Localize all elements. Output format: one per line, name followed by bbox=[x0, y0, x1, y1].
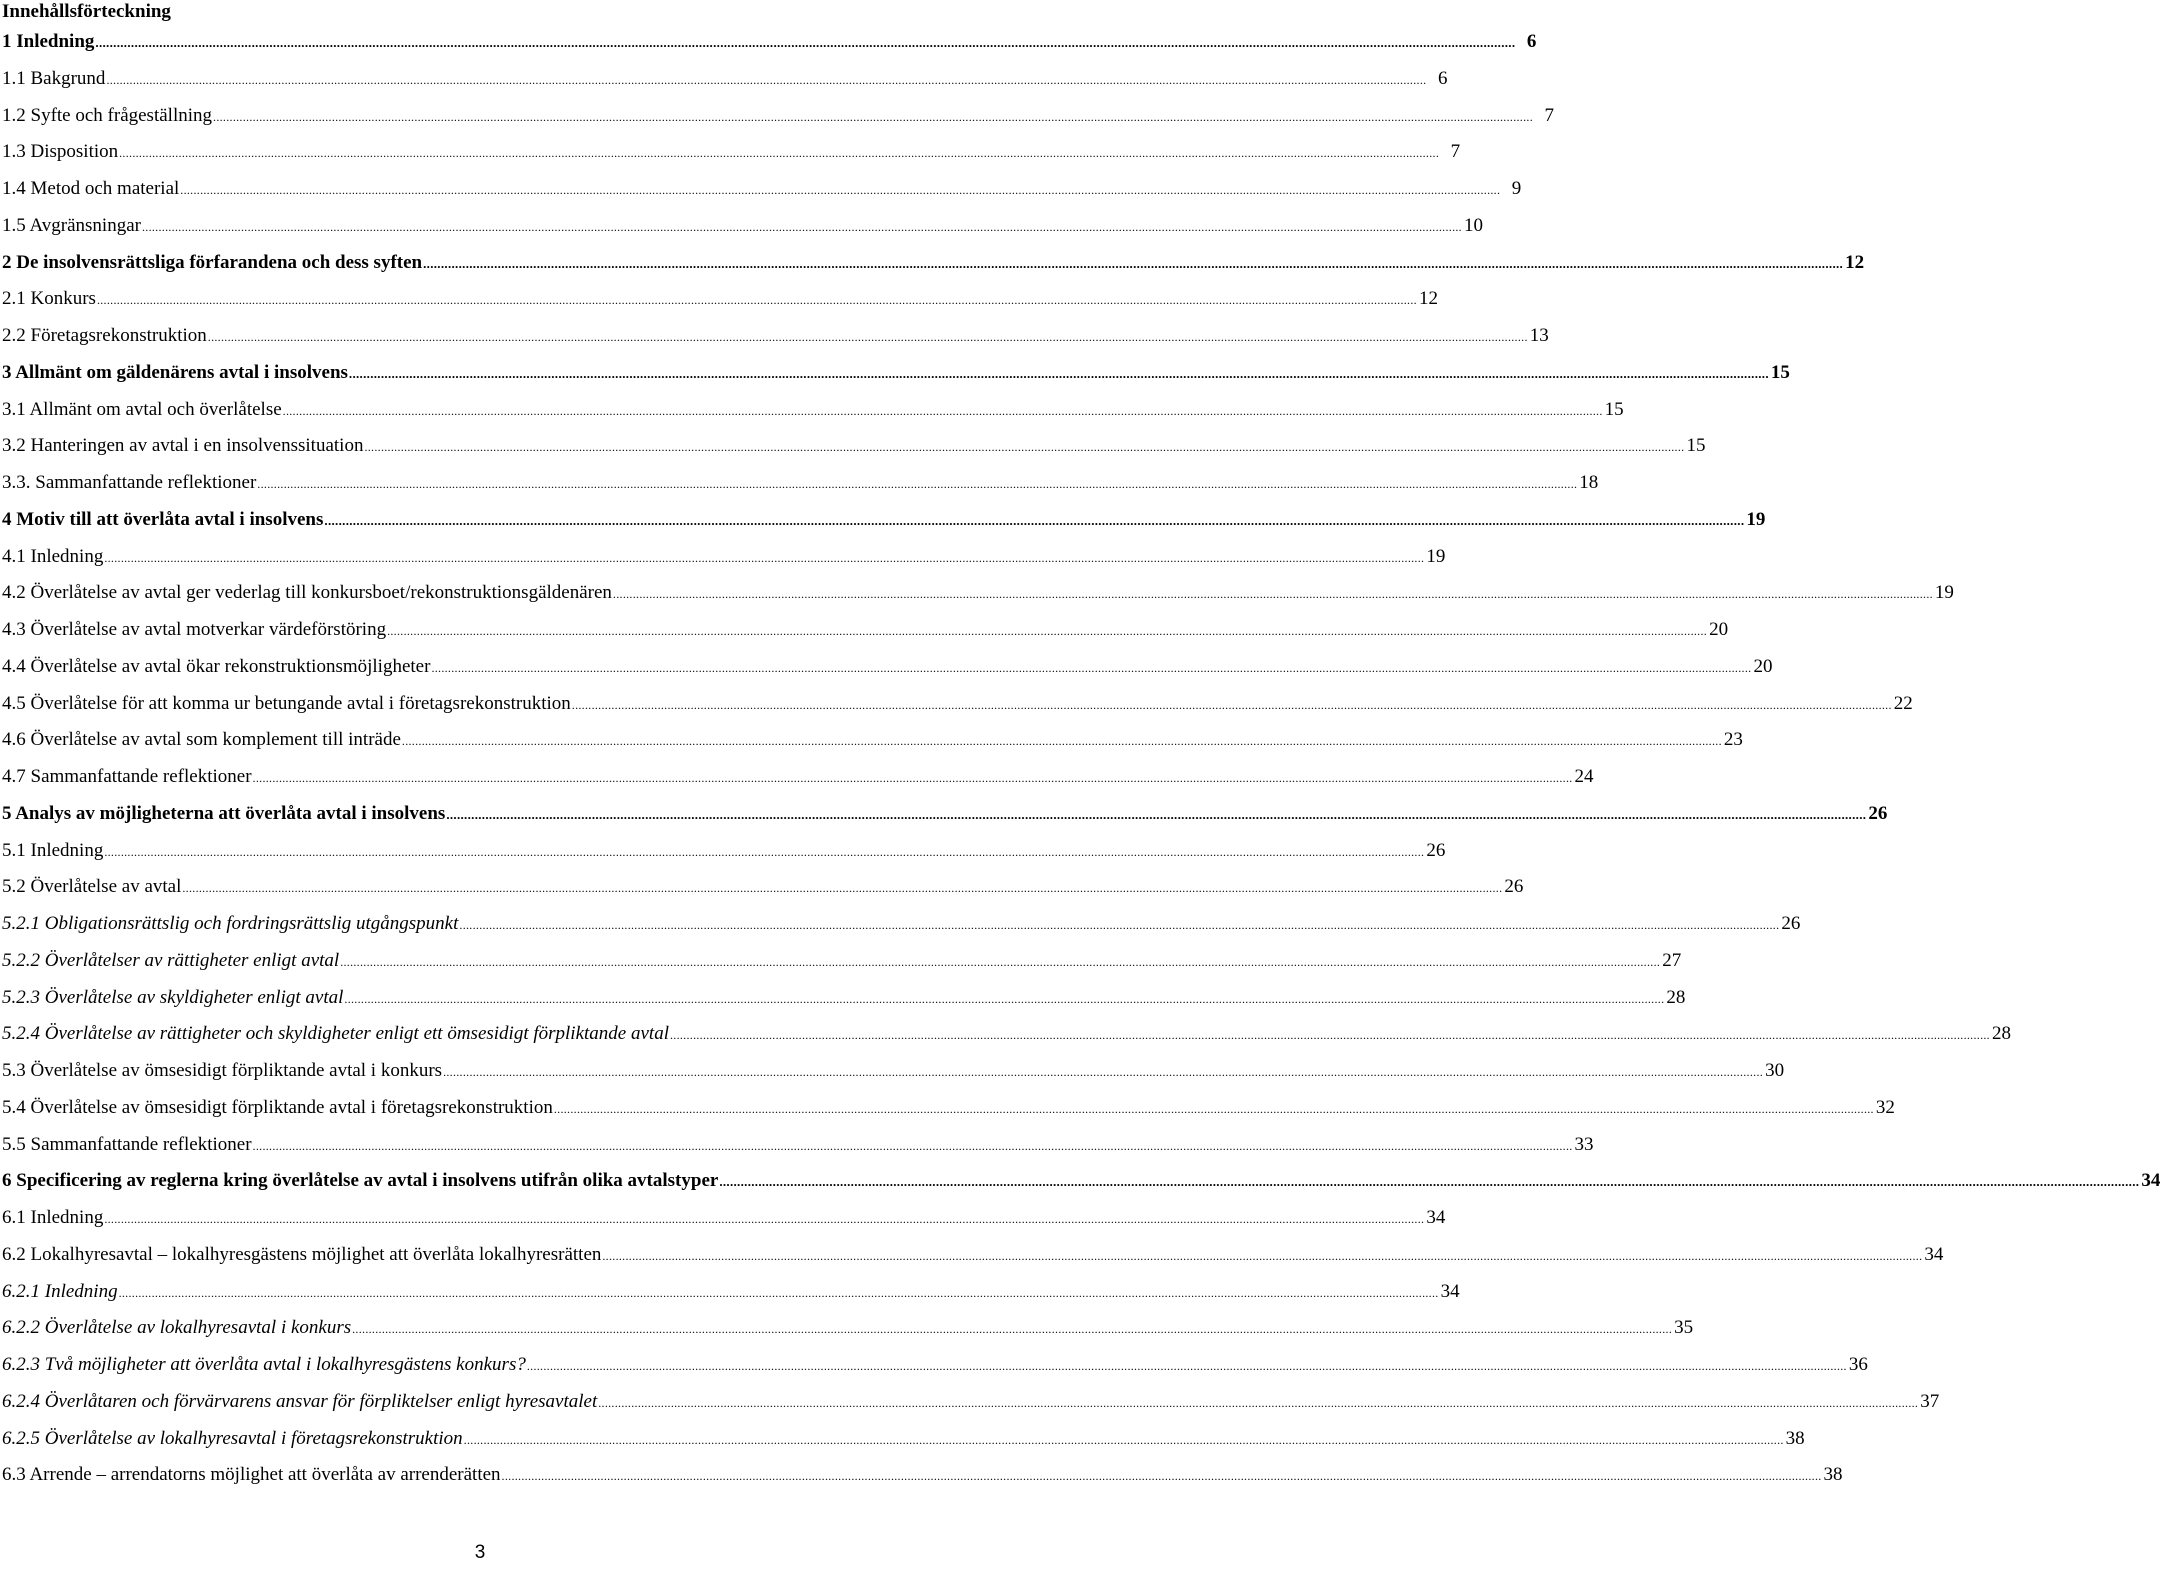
toc-entry[interactable] bbox=[2, 102, 1555, 139]
dot-leader: ................................................................................................................................................................................................................................................................................................................................................................................................................ bbox=[719, 1174, 2140, 1190]
dot-leader: ................................................................................................................................................................................................................................................................................................................................................................................................................ bbox=[459, 918, 1780, 932]
toc-entry-page: 19 bbox=[1426, 545, 1446, 567]
toc-entry-title: 5.5 Sammanfattande reflektioner bbox=[2, 1133, 252, 1155]
toc-entry[interactable] bbox=[2, 28, 1537, 65]
toc-entry[interactable] bbox=[2, 1167, 2160, 1204]
dot-leader: ................................................................................................................................................................................................................................................................................................................................................................................................................ bbox=[598, 1395, 1919, 1410]
dot-leader: ................................................................................................................................................................................................................................................................................................................................................................................................................ bbox=[252, 771, 1573, 785]
toc-entry-page: 28 bbox=[1991, 1023, 2011, 1045]
dot-leader: ................................................................................................................................................................................................................................................................................................................................................................................................................ bbox=[344, 991, 1665, 1006]
toc-entry-page: 19 bbox=[1934, 582, 1954, 604]
toc-entry-title: 1.4 Metod och material bbox=[2, 178, 180, 199]
toc-entry-page: 26 bbox=[1504, 876, 1524, 898]
toc-entry[interactable] bbox=[2, 1241, 1944, 1278]
toc-entry-title: 5 Analys av möjligheterna att överlåta avtal i insolvens bbox=[2, 802, 446, 824]
toc-entry-page: 15 bbox=[1686, 435, 1706, 457]
toc-entry[interactable] bbox=[2, 396, 1624, 433]
toc-entry-page: 15 bbox=[1770, 361, 1790, 383]
dot-leader: ................................................................................................................................................................................................................................................................................................................................................................................................................ bbox=[352, 1322, 1673, 1337]
toc-entry[interactable] bbox=[2, 1020, 2011, 1057]
toc-entry[interactable] bbox=[2, 1094, 1895, 1131]
dot-leader: ................................................................................................................................................................................................................................................................................................................................................................................................................ bbox=[207, 330, 1528, 344]
dot-leader: ................................................................................................................................................................................................................................................................................................................................................................................................................ bbox=[571, 697, 1892, 712]
dot-leader: ................................................................................................................................................................................................................................................................................................................................................................................................................ bbox=[553, 1101, 1874, 1116]
toc-entry-page: 22 bbox=[1893, 692, 1913, 714]
toc-entry-page: 7 bbox=[1544, 104, 1555, 126]
toc-entry[interactable] bbox=[2, 1425, 1805, 1462]
toc-entry[interactable] bbox=[2, 1314, 1694, 1351]
dot-leader: ................................................................................................................................................................................................................................................................................................................................................................................................................ bbox=[340, 954, 1661, 969]
dot-leader: ................................................................................................................................................................................................................................................................................................................................................................................................................ bbox=[252, 1138, 1573, 1153]
dot-leader: ................................................................................................................................................................................................................................................................................................................................................................................................................ bbox=[182, 881, 1503, 896]
toc-entry-title: 4.1 Inledning bbox=[2, 545, 104, 567]
toc-entry-title: 1 Inledning bbox=[2, 31, 95, 52]
toc-entry[interactable] bbox=[2, 65, 1448, 102]
page-number: 3 bbox=[474, 1542, 486, 1563]
toc-entry-title: 1.3 Disposition bbox=[2, 141, 119, 163]
dot-leader: ................................................................................................................................................................................................................................................................................................................................................................................................................ bbox=[141, 219, 1462, 234]
toc-entry[interactable] bbox=[2, 837, 1446, 874]
toc-entry-page: 18 bbox=[1579, 472, 1599, 493]
toc-entry-page: 36 bbox=[1848, 1354, 1868, 1375]
toc-entry[interactable] bbox=[2, 873, 1524, 910]
dot-leader: ................................................................................................................................................................................................................................................................................................................................................................................................................ bbox=[257, 477, 1578, 491]
toc-entry[interactable] bbox=[2, 138, 1461, 175]
toc-entry-title: 6.2.4 Överlåtaren och förvärvarens ansvar för förpliktelser enligt hyresavtalet bbox=[2, 1390, 598, 1412]
dot-leader: ................................................................................................................................................................................................................................................................................................................................................................................................................ bbox=[104, 1212, 1425, 1226]
toc-entry-page: 26 bbox=[1781, 913, 1801, 934]
toc-entry[interactable] bbox=[2, 984, 1686, 1021]
toc-entry-page: 6 bbox=[1526, 31, 1537, 52]
toc-entry[interactable] bbox=[2, 506, 1766, 543]
toc-entry[interactable] bbox=[2, 1278, 1460, 1315]
toc-entry-page: 27 bbox=[1662, 949, 1682, 971]
dot-leader: ................................................................................................................................................................................................................................................................................................................................................................................................................ bbox=[104, 550, 1425, 565]
dot-leader: ................................................................................................................................................................................................................................................................................................................................................................................................................ bbox=[446, 806, 1867, 822]
toc-entry[interactable] bbox=[2, 1351, 1868, 1388]
toc-entry-title: 4.3 Överlåtelse av avtal motverkar värdeförstöring bbox=[2, 619, 387, 640]
toc-entry-page: 34 bbox=[1426, 1207, 1446, 1228]
dot-leader: ................................................................................................................................................................................................................................................................................................................................................................................................................ bbox=[104, 844, 1425, 859]
toc-entry-title: 5.3 Överlåtelse av ömsesidigt förpliktande avtal i konkurs bbox=[2, 1060, 443, 1081]
toc-entry-title: 6.2.1 Inledning bbox=[2, 1280, 118, 1302]
toc-entry-page: 20 bbox=[1753, 655, 1773, 677]
toc-entry-page: 15 bbox=[1604, 398, 1624, 420]
dot-leader: ................................................................................................................................................................................................................................................................................................................................................................................................................ bbox=[602, 1248, 1923, 1263]
toc-entry-title: 6.2.5 Överlåtelse av lokalhyresavtal i företagsrekonstruktion bbox=[2, 1427, 463, 1449]
toc-entry[interactable] bbox=[2, 249, 1865, 286]
toc-heading: Innehållsförteckning bbox=[2, 1, 171, 22]
toc-entry[interactable] bbox=[2, 322, 1549, 359]
toc-entry[interactable] bbox=[2, 579, 1954, 616]
dot-leader: ................................................................................................................................................................................................................................................................................................................................................................................................................ bbox=[324, 512, 1745, 528]
dot-leader: ................................................................................................................................................................................................................................................................................................................................................................................................................ bbox=[106, 72, 1427, 87]
toc-entry[interactable] bbox=[2, 1388, 1940, 1425]
toc-entry[interactable] bbox=[2, 432, 1706, 469]
toc-entry-page: 19 bbox=[1746, 508, 1766, 530]
toc-entry[interactable] bbox=[2, 947, 1682, 984]
toc-entry[interactable] bbox=[2, 690, 1913, 727]
toc-entry-page: 35 bbox=[1674, 1317, 1694, 1339]
toc-entry-page: 10 bbox=[1463, 214, 1483, 236]
toc-entry-page: 23 bbox=[1723, 729, 1743, 751]
toc-entry-page: 12 bbox=[1418, 288, 1438, 310]
toc-entry-title: 1.1 Bakgrund bbox=[2, 67, 106, 89]
toc-entry-title: 2.2 Företagsrekonstruktion bbox=[2, 325, 207, 346]
dot-leader: ................................................................................................................................................................................................................................................................................................................................................................................................................ bbox=[501, 1469, 1822, 1484]
toc-entry[interactable] bbox=[2, 800, 1888, 837]
toc-entry-page: 34 bbox=[1924, 1243, 1944, 1265]
dot-leader: ................................................................................................................................................................................................................................................................................................................................................................................................................ bbox=[443, 1065, 1764, 1079]
toc-entry-page: 37 bbox=[1920, 1390, 1940, 1412]
toc-entry-title: 3.1 Allmänt om avtal och överlåtelse bbox=[2, 398, 282, 420]
toc-entry-page: 9 bbox=[1511, 178, 1522, 199]
toc-entry[interactable] bbox=[2, 285, 1438, 322]
toc-entry[interactable] bbox=[2, 1131, 1594, 1168]
toc-entry[interactable] bbox=[2, 212, 1483, 249]
toc-entry[interactable] bbox=[2, 910, 1801, 947]
dot-leader: ................................................................................................................................................................................................................................................................................................................................................................................................................ bbox=[526, 1359, 1847, 1373]
toc-entry-page: 30 bbox=[1765, 1060, 1785, 1081]
dot-leader: ................................................................................................................................................................................................................................................................................................................................................................................................................ bbox=[612, 587, 1933, 602]
toc-entry-page: 24 bbox=[1574, 766, 1594, 787]
toc-entry-title: 3.2 Hanteringen av avtal i en insolvenssituation bbox=[2, 435, 364, 457]
toc-entry-page: 38 bbox=[1823, 1464, 1843, 1486]
toc-entry[interactable] bbox=[2, 763, 1594, 800]
toc-entry-title: 1.5 Avgränsningar bbox=[2, 214, 141, 236]
toc-entry-page: 38 bbox=[1785, 1427, 1805, 1449]
toc-entry-page: 20 bbox=[1709, 619, 1729, 640]
dot-leader: ................................................................................................................................................................................................................................................................................................................................................................................................................ bbox=[401, 734, 1722, 749]
toc-entry[interactable] bbox=[2, 175, 1522, 212]
toc-entry-title: 6.2 Lokalhyresavtal – lokalhyresgästens möjlighet att överlåta lokalhyresrätten bbox=[2, 1243, 602, 1265]
toc-entry-title: 5.4 Överlåtelse av ömsesidigt förpliktande avtal i företagsrekonstruktion bbox=[2, 1096, 553, 1118]
toc-entry-page: 6 bbox=[1437, 67, 1448, 89]
toc-entry[interactable] bbox=[2, 1057, 1785, 1094]
toc-entry-title: 3.3. Sammanfattande reflektioner bbox=[2, 472, 257, 493]
dot-leader: ................................................................................................................................................................................................................................................................................................................................................................................................................ bbox=[95, 35, 1516, 50]
toc-entry-title: 6.1 Inledning bbox=[2, 1207, 104, 1228]
toc-entry-title: 5.2.1 Obligationsrättslig och fordringsrättslig utgångspunkt bbox=[2, 913, 459, 934]
toc-entry[interactable] bbox=[2, 1204, 1446, 1241]
toc-entry[interactable] bbox=[2, 543, 1446, 580]
dot-leader: ................................................................................................................................................................................................................................................................................................................................................................................................................ bbox=[118, 1285, 1439, 1300]
dot-leader: ................................................................................................................................................................................................................................................................................................................................................................................................................ bbox=[96, 293, 1417, 308]
toc-entry-title: 4 Motiv till att överlåta avtal i insolvens bbox=[2, 508, 324, 530]
toc-entry-title: 6.2.3 Två möjligheter att överlåta avtal i lokalhyresgästens konkurs? bbox=[2, 1354, 526, 1375]
dot-leader: ................................................................................................................................................................................................................................................................................................................................................................................................................ bbox=[431, 660, 1752, 675]
dot-leader: ................................................................................................................................................................................................................................................................................................................................................................................................................ bbox=[387, 624, 1708, 638]
toc-entry-title: 5.2.3 Överlåtelse av skyldigheter enligt avtal bbox=[2, 986, 344, 1008]
toc-entry[interactable] bbox=[2, 359, 1790, 396]
toc-entry-title: 5.2.4 Överlåtelse av rättigheter och skyldigheter enligt ett ömsesidigt förpliktande avtal bbox=[2, 1023, 669, 1045]
toc-entry-title: 5.1 Inledning bbox=[2, 839, 104, 861]
dot-leader: ................................................................................................................................................................................................................................................................................................................................................................................................................ bbox=[348, 365, 1769, 381]
toc-entry-title: 1.2 Syfte och frågeställning bbox=[2, 104, 213, 126]
toc-entry-title: 2.1 Konkurs bbox=[2, 288, 96, 310]
toc-entry[interactable] bbox=[2, 653, 1773, 690]
toc-entry[interactable] bbox=[2, 726, 1743, 763]
toc-entry-title: 4.6 Överlåtelse av avtal som komplement till inträde bbox=[2, 729, 401, 751]
toc-entry-page: 34 bbox=[2141, 1170, 2160, 1192]
toc-entry-title: 6 Specificering av reglerna kring överlåtelse av avtal i insolvens utifrån olika avtalstyper bbox=[2, 1170, 719, 1192]
toc-entry-page: 13 bbox=[1529, 325, 1549, 346]
dot-leader: ................................................................................................................................................................................................................................................................................................................................................................................................................ bbox=[364, 440, 1685, 455]
toc-entry-page: 7 bbox=[1450, 141, 1461, 163]
dot-leader: ................................................................................................................................................................................................................................................................................................................................................................................................................ bbox=[463, 1432, 1784, 1447]
dot-leader: ................................................................................................................................................................................................................................................................................................................................................................................................................ bbox=[282, 403, 1603, 418]
toc-entry-page: 32 bbox=[1875, 1096, 1895, 1118]
toc-entry[interactable] bbox=[2, 1461, 1843, 1498]
toc-entry-title: 6.3 Arrende – arrendatorns möjlighet att överlåta av arrenderätten bbox=[2, 1464, 501, 1486]
toc-entry-title: 4.5 Överlåtelse för att komma ur betungande avtal i företagsrekonstruktion bbox=[2, 692, 571, 714]
dot-leader: ................................................................................................................................................................................................................................................................................................................................................................................................................ bbox=[423, 255, 1844, 271]
toc-entry-page: 12 bbox=[1845, 251, 1865, 273]
toc-entry[interactable] bbox=[2, 616, 1729, 653]
toc-entry-title: 2 De insolvensrättsliga förfarandena och dess syften bbox=[2, 251, 423, 273]
dot-leader: ................................................................................................................................................................................................................................................................................................................................................................................................................ bbox=[213, 109, 1534, 124]
dot-leader: ................................................................................................................................................................................................................................................................................................................................................................................................................ bbox=[119, 146, 1440, 161]
dot-leader: ................................................................................................................................................................................................................................................................................................................................................................................................................ bbox=[669, 1028, 1990, 1043]
dot-leader: ................................................................................................................................................................................................................................................................................................................................................................................................................ bbox=[180, 183, 1501, 197]
toc-entry-title: 4.7 Sammanfattande reflektioner bbox=[2, 766, 252, 787]
toc-entry-page: 26 bbox=[1868, 802, 1888, 824]
toc-entry-title: 4.2 Överlåtelse av avtal ger vederlag till konkursboet/rekonstruktionsgäldenären bbox=[2, 582, 612, 604]
toc-entry-page: 28 bbox=[1666, 986, 1686, 1008]
toc-entry[interactable] bbox=[2, 469, 1599, 506]
toc-entry-title: 4.4 Överlåtelse av avtal ökar rekonstruktionsmöjligheter bbox=[2, 655, 431, 677]
toc-entry-title: 5.2 Överlåtelse av avtal bbox=[2, 876, 182, 898]
toc-entry-title: 6.2.2 Överlåtelse av lokalhyresavtal i konkurs bbox=[2, 1317, 352, 1339]
table-of-contents bbox=[2, 28, 2160, 1498]
toc-entry-title: 3 Allmänt om gäldenärens avtal i insolvens bbox=[2, 361, 348, 383]
toc-entry-title: 5.2.2 Överlåtelser av rättigheter enligt avtal bbox=[2, 949, 340, 971]
toc-entry-page: 34 bbox=[1440, 1280, 1460, 1302]
toc-entry-page: 33 bbox=[1574, 1133, 1594, 1155]
toc-entry-page: 26 bbox=[1426, 839, 1446, 861]
